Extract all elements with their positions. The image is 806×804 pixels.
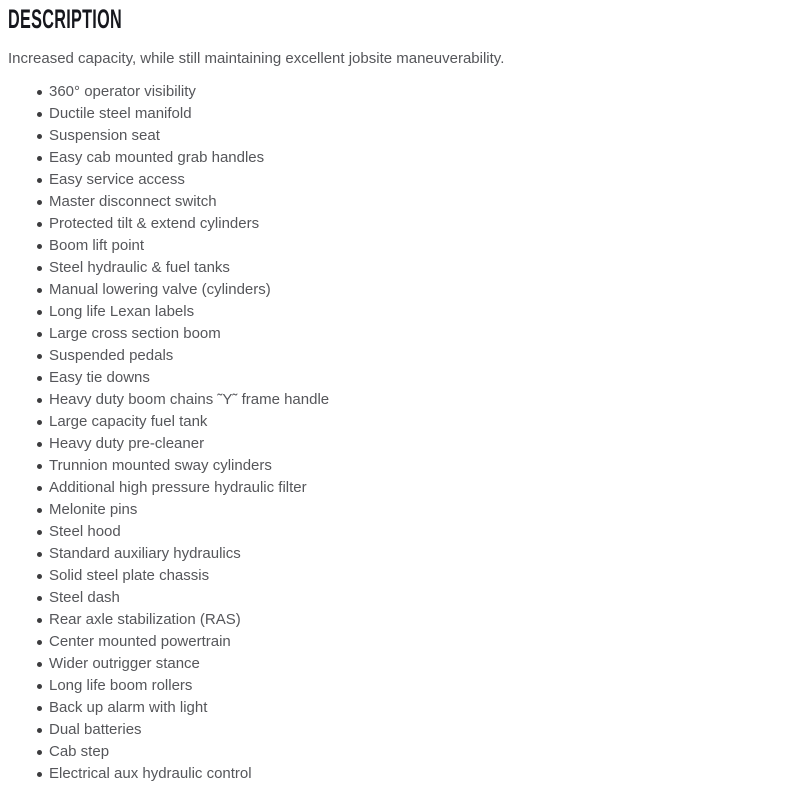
feature-item: Wider outrigger stance xyxy=(8,653,796,675)
feature-item: Steel hood xyxy=(8,521,796,543)
feature-item: Ductile steel manifold xyxy=(8,103,796,125)
feature-item: Long life boom rollers xyxy=(8,675,796,697)
feature-item: Rear axle stabilization (RAS) xyxy=(8,609,796,631)
feature-item: Center mounted powertrain xyxy=(8,631,796,653)
feature-list xyxy=(8,81,796,785)
feature-item: Suspension seat xyxy=(8,125,796,147)
feature-item: Additional high pressure hydraulic filter xyxy=(8,477,796,499)
feature-item: Boom lift point xyxy=(8,235,796,257)
intro-text: Increased capacity, while still maintaining excellent jobsite maneuverability. xyxy=(8,50,505,67)
feature-item: 360° operator visibility xyxy=(8,81,796,103)
section-title: DESCRIPTION xyxy=(8,4,123,34)
feature-item: Cab step xyxy=(8,741,796,763)
feature-item: Easy cab mounted grab handles xyxy=(8,147,796,169)
feature-item: Dual batteries xyxy=(8,719,796,741)
feature-item: Melonite pins xyxy=(8,499,796,521)
feature-item: Heavy duty pre-cleaner xyxy=(8,433,796,455)
feature-item: Manual lowering valve (cylinders) xyxy=(8,279,796,301)
feature-item: Protected tilt & extend cylinders xyxy=(8,213,796,235)
feature-item: Steel hydraulic & fuel tanks xyxy=(8,257,796,279)
feature-item: Easy service access xyxy=(8,169,796,191)
feature-item: Solid steel plate chassis xyxy=(8,565,796,587)
feature-item: Heavy duty boom chains ˜Y˜ frame handle xyxy=(8,389,796,411)
feature-item: Master disconnect switch xyxy=(8,191,796,213)
feature-item: Steel dash xyxy=(8,587,796,609)
feature-item: Suspended pedals xyxy=(8,345,796,367)
feature-item: Trunnion mounted sway cylinders xyxy=(8,455,796,477)
feature-item: Long life Lexan labels xyxy=(8,301,796,323)
feature-item: Large cross section boom xyxy=(8,323,796,345)
feature-item: Standard auxiliary hydraulics xyxy=(8,543,796,565)
feature-item: Electrical aux hydraulic control xyxy=(8,763,796,785)
feature-item: Back up alarm with light xyxy=(8,697,796,719)
feature-item: Large capacity fuel tank xyxy=(8,411,796,433)
feature-item: Easy tie downs xyxy=(8,367,796,389)
